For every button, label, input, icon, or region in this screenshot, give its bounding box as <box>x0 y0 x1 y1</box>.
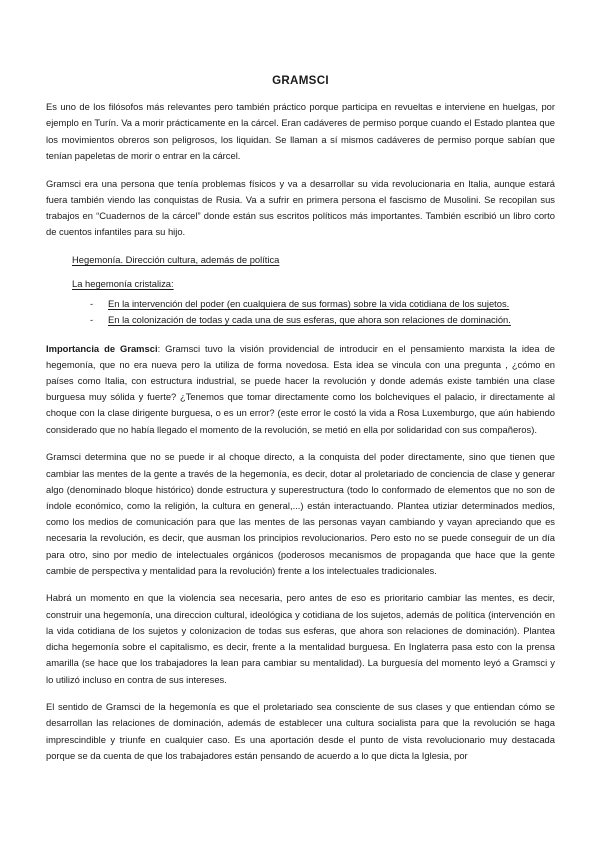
paragraph-body-2: Habrá un momento en que la violencia sea necesaria, pero antes de eso es prioritario cambiar las mentes, es decir, construir una hegemonía, una direccion cultural, ideológica y cotidiana de los sujetos, además de política (intervención en la vida cotidiana de los sujetos y colonizacion de todas sus esferas, que ahora son relaciones de dominación). Plantea dicha hegemonía sobre el capitalismo, es decir, frente a la mentalidad burguesa. En Inglaterra pasa esto con la prensa amarilla (se hace que los trabajadores la lean para cambiar su mentalidad). La burguesía del momento leyó a Gramsci y lo utilizó incluso en contra de sus intereses. <box>46 592 555 685</box>
list-item-text: En la intervención del poder (en cualquiera de sus formas) sobre la vida cotidiana de los sujetos. <box>108 298 510 310</box>
bullet-dash: - <box>90 314 94 326</box>
importance-text: : Gramsci tuvo la visión providencial de introducir en el pensamiento marxista la idea de hegemonía, que no era nueva pero la utiliza de forma novedosa. Esta idea se vincula con una pregunta , ¿cómo en países como Italia, con estructura industrial, se puede hacer la revolución y donde además existe también una clase burguesa muy sólida y fuerte? ¿Tenemos que tomar directamente como los bolcheviques el palacio, ir directamente al choque con la clase dirigente burguesa, o es un error? (este error le costó la vida a Rosa Luxemburgo, que aún habiendo considerado que no había llegado el momento de la revolución, se metió en ella por solidaridad con sus compañeros). <box>46 342 556 435</box>
paragraph-intro-2: Gramsci era una persona que tenía problemas físicos y va a desarrollar su vida revolucionaria en Italia, aunque estará fuera también viendo las conquistas de Rusia. Va a sufrir en primera persona el fascismo de Musolini. Se recopilan sus trabajos en “Cuadernos de la cárcel” donde están sus escritos políticos más importantes. También escribió un libro corto de cuentos infantiles para su hijo. <box>46 177 555 238</box>
list-item <box>46 296 555 312</box>
section-heading-cristaliza: La hegemonía cristaliza: <box>72 278 174 290</box>
page-title: GRAMSCI <box>272 74 329 87</box>
list-item <box>46 312 555 328</box>
bullet-dash: - <box>90 298 94 310</box>
paragraph-intro-1: Es uno de los filósofos más relevantes pero también práctico porque participa en revueltas e interviene en huelgas, por ejemplo en Turín. Va a morir prácticamente en la cárcel. Eran cadáveres de permiso porque cuando el Estado plantea que los movimientos obreros son peligrosos, los liquidan. Se llaman a sí mismos cadáveres de permiso porque sabían que tenían papeletas de morir o entrar en la cárcel. <box>46 101 555 161</box>
section-heading-hegemonia: Hegemonía. Dirección cultura, además de política <box>72 253 280 265</box>
importance-label: Importancia de Gramsci <box>46 342 158 354</box>
list-item-text: En la colonización de todas y cada una de sus esferas, que ahora son relaciones de dominación. <box>108 314 511 326</box>
paragraph-importance <box>46 341 555 438</box>
paragraph-body-3: El sentido de Gramsci de la hegemonía es que el proletariado sea consciente de sus clases y que entiendan cómo se desarrollan las relaciones de dominación, además de establecer una cultura socialista para que la revolución se haga imprescindible y triunfe en cualquier caso. Es una aportación desde el punto de vista revolucionario muy destacada porque se da cuenta de que los trabajadores están pensando de acuerdo a lo que dicta la Iglesia, por <box>46 701 555 761</box>
paragraph-body-1: Gramsci determina que no se puede ir al choque directo, a la conquista del poder directamente, sino que tienen que cambiar las mentes de la gente a través de la hegemonía, es decir, dotar al proletariado de conciencia de clase y generar algo (denominado bloque histórico) donde estructura y superestructura (todo lo conformado de elementos que no son de índole económico, como la religión, la cultura en general,...) están interactuando. Plantea utiziar determinados medios, como los medios de comunicación para que las mentes de las personas vayan cambiando y vayan apreciando que es necesaria la revolución, es decir, que ausman los principios revolucionarios. Pero esto no se puede conseguir de un día para otro, sino por medio de intelectuales orgánicos (poderosos mecanismos de propaganda que hace que la gente cambie de perspectiva y mentalidad para la revolución) frente a los intelectuales tradicionales. <box>46 451 555 576</box>
bullet-list <box>46 296 555 328</box>
